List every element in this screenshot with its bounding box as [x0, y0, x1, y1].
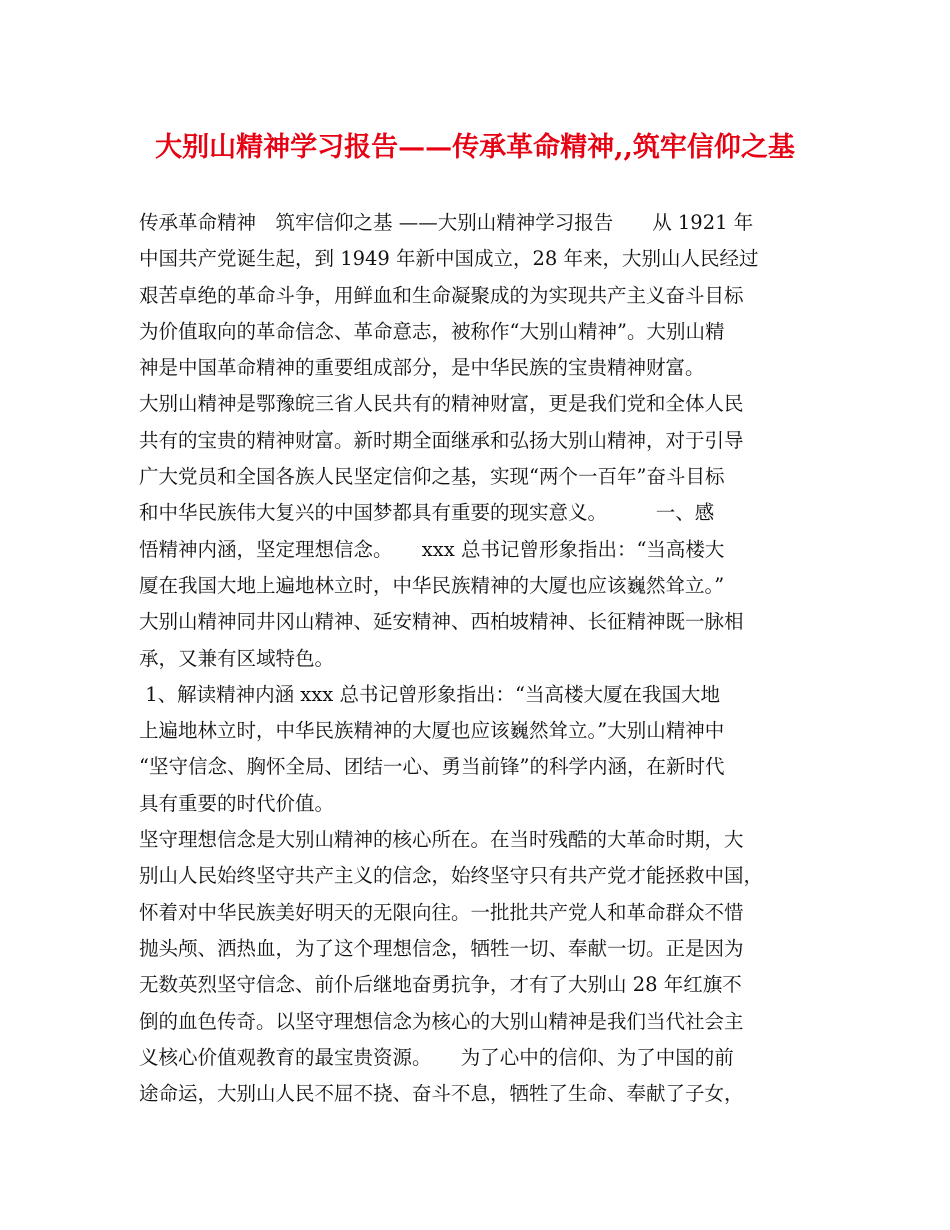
body-line: “坚守信念、胸怀全局、团结一心、勇当前锋”的科学内涵，在新时代: [139, 755, 725, 779]
body-line: 中国共产党诞生起，到 1949 年新中国成立，28 年来，大别山人民经过: [139, 247, 759, 271]
body-line: 广大党员和全国各族人民坚定信仰之基，实现“两个一百年”奋斗目标: [139, 465, 725, 489]
body-line: 1、解读精神内涵 xxx 总书记曾形象指出：“当高楼大厦在我国大地: [139, 682, 720, 706]
body-line: 传承革命精神 筑牢信仰之基 ——大别山精神学习报告 从 1921 年: [139, 211, 754, 234]
body-line: 和中华民族伟大复兴的中国梦都具有重要的现实意义。 一、感: [139, 501, 715, 525]
body-line: 承，又兼有区域特色。: [139, 646, 335, 670]
body-line: 悟精神内涵，坚定理想信念。 xxx 总书记曾形象指出：“当高楼大: [139, 537, 725, 561]
body-line: 厦在我国大地上遍地林立时，中华民族精神的大厦也应该巍然耸立。”: [139, 573, 725, 597]
document-title: 大别山精神学习报告——传承革命精神,,筑牢信仰之基: [155, 132, 795, 163]
body-line: 别山人民始终坚守共产主义的信念，始终坚守只有共产党才能拯救中国，: [139, 864, 764, 888]
body-line: 为价值取向的革命信念、革命意志，被称作“大别山精神”。大别山精: [139, 319, 725, 343]
body-line: 具有重要的时代价值。: [139, 791, 335, 815]
body-line: 途命运，大别山人民不屈不挠、奋斗不息，牺牲了生命、奉献了子女，: [139, 1082, 744, 1106]
body-line: 怀着对中华民族美好明天的无限向往。一批批共产党人和革命群众不惜: [139, 900, 744, 924]
document-body: [139, 205, 819, 1112]
body-line: 坚守理想信念是大别山精神的核心所在。在当时残酷的大革命时期，大: [139, 828, 744, 852]
body-line: 神是中国革命精神的重要组成部分，是中华民族的宝贵精神财富。: [139, 356, 705, 380]
body-line: 抛头颅、洒热血，为了这个理想信念，牺牲一切、奉献一切。正是因为: [139, 936, 744, 960]
body-line: 义核心价值观教育的最宝贵资源。 为了心中的信仰、为了中国的前: [139, 1045, 734, 1069]
body-line: 大别山精神同井冈山精神、延安精神、西柏坡精神、长征精神既一脉相: [139, 610, 744, 634]
body-line: 艰苦卓绝的革命斗争，用鲜血和生命凝聚成的为实现共产主义奋斗目标: [139, 283, 744, 307]
body-line: 大别山精神是鄂豫皖三省人民共有的精神财富，更是我们党和全体人民: [139, 392, 744, 416]
body-line: 无数英烈坚守信念、前仆后继地奋勇抗争，才有了大别山 28 年红旗不: [139, 973, 742, 997]
body-line: 上遍地林立时，中华民族精神的大厦也应该巍然耸立。”大别山精神中: [139, 719, 725, 743]
body-line: 倒的血色传奇。以坚守理想信念为核心的大别山精神是我们当代社会主: [139, 1009, 744, 1033]
body-line: 共有的宝贵的精神财富。新时期全面继承和弘扬大别山精神，对于引导: [139, 428, 744, 452]
